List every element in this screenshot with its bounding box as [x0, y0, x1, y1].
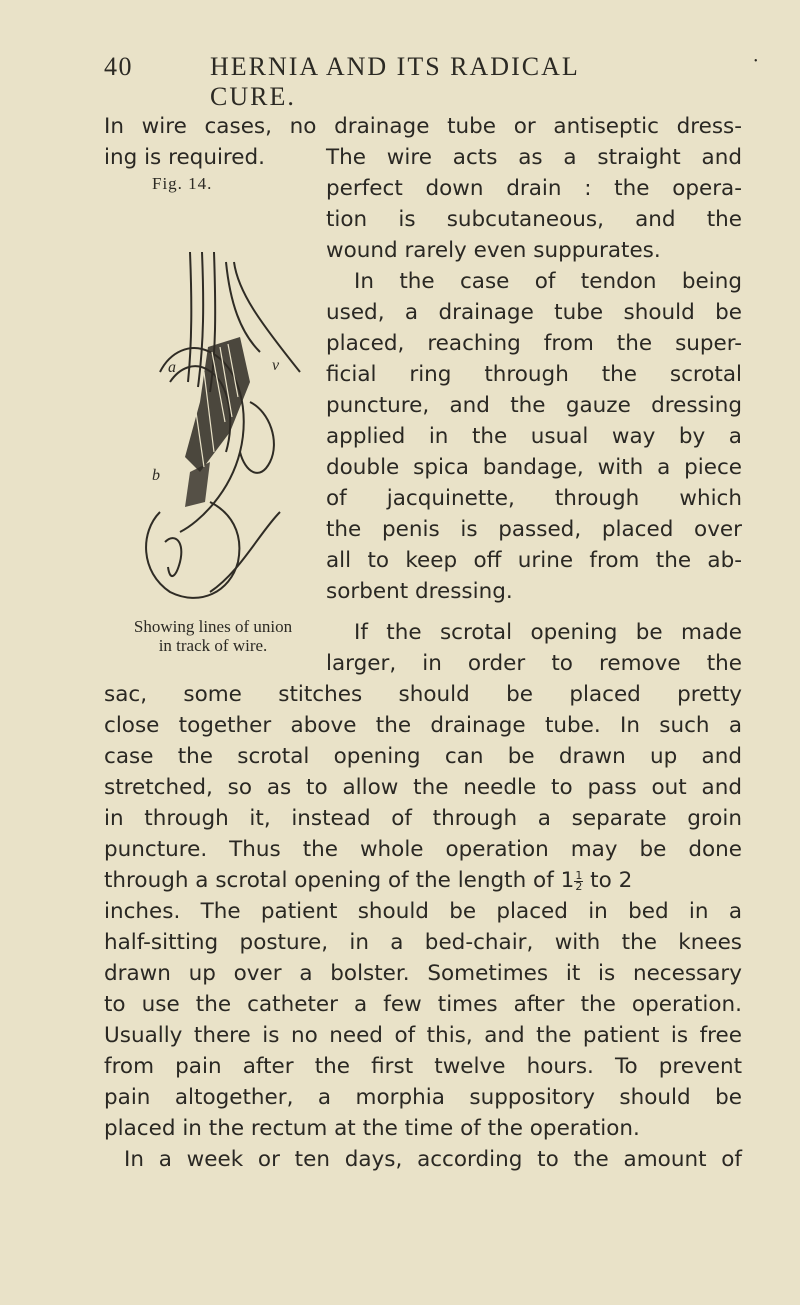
- text-fragment: through a scrotal opening of the length of: [104, 868, 554, 893]
- running-title: HERNIA AND ITS RADICAL CURE.: [210, 52, 579, 111]
- text-line: sorbent dressing.: [326, 579, 513, 604]
- figure-letter-a: a: [168, 359, 176, 376]
- text-line: puncture. Thus the whole operation may be done: [104, 837, 742, 862]
- text-line: from pain after the first twelve hours. To prevent: [104, 1054, 742, 1079]
- text-line: The wire acts as a straight and: [326, 145, 742, 170]
- text-line: ing is required.: [104, 145, 266, 170]
- text-line: pain altogether, a morphia suppository should be: [104, 1085, 742, 1110]
- fraction-numerator: 1: [575, 868, 583, 882]
- text-line: sac, some stitches should be placed pretty: [104, 682, 742, 707]
- text-line: the penis is passed, placed over: [326, 517, 742, 542]
- text-line: half-sitting posture, in a bed-chair, with the knees: [104, 930, 742, 955]
- text-line: all to keep off urine from the ab-: [326, 548, 742, 573]
- hernia-wire-illustration: [130, 222, 310, 602]
- text-line: ficial ring through the scrotal: [326, 362, 742, 387]
- running-header: [104, 52, 760, 111]
- caption-line: in track of wire.: [158, 636, 268, 655]
- text-line: inches. The patient should be placed in bed in a: [104, 899, 742, 924]
- figure-letter-v: v: [272, 357, 280, 374]
- text-line: In a week or ten days, according to the amount of: [124, 1147, 742, 1172]
- figure-letter-b: b: [152, 467, 160, 484]
- text-line: tion is subcutaneous, and the: [326, 207, 742, 232]
- fraction-whole: 1: [560, 868, 575, 893]
- text-line: larger, in order to remove the: [326, 651, 742, 676]
- text-line: case the scrotal opening can be drawn up and: [104, 744, 742, 769]
- text-line: of jacquinette, through which: [326, 486, 742, 511]
- text-line: In wire cases, no drainage tube or antiseptic dress-: [104, 114, 742, 139]
- text-line: puncture, and the gauze dressing: [326, 393, 742, 418]
- text-line: placed, reaching from the super-: [326, 331, 742, 356]
- text-line: In the case of tendon being: [354, 269, 742, 294]
- text-line-with-fraction: [104, 866, 742, 897]
- text-line: If the scrotal opening be made: [354, 620, 742, 645]
- text-line: drawn up over a bolster. Sometimes it is necessary: [104, 961, 742, 986]
- text-line: perfect down drain : the opera-: [326, 176, 742, 201]
- margin-mark: •: [754, 56, 760, 67]
- page-number: 40: [104, 52, 133, 81]
- fraction-denominator: 2: [575, 879, 583, 893]
- text-line: to use the catheter a few times after the operation.: [104, 992, 742, 1017]
- caption-line: Showing lines of union: [133, 617, 293, 636]
- text-line: used, a drainage tube should be: [326, 300, 742, 325]
- figure-label: Fig. 14.: [152, 174, 213, 193]
- text-line: double spica bandage, with a piece: [326, 455, 742, 480]
- fraction: [574, 868, 583, 893]
- text-fragment: to 2: [590, 868, 633, 893]
- text-line: applied in the usual way by a: [326, 424, 742, 449]
- text-line: Usually there is no need of this, and the patient is free: [104, 1023, 742, 1048]
- text-line: close together above the drainage tube. In such a: [104, 713, 742, 738]
- text-line: placed in the rectum at the time of the operation.: [104, 1116, 640, 1141]
- text-line: in through it, instead of through a separate groin: [104, 806, 742, 831]
- text-line: stretched, so as to allow the needle to pass out and: [104, 775, 742, 800]
- text-line: wound rarely even suppurates.: [326, 238, 661, 263]
- figure-caption: [98, 617, 328, 655]
